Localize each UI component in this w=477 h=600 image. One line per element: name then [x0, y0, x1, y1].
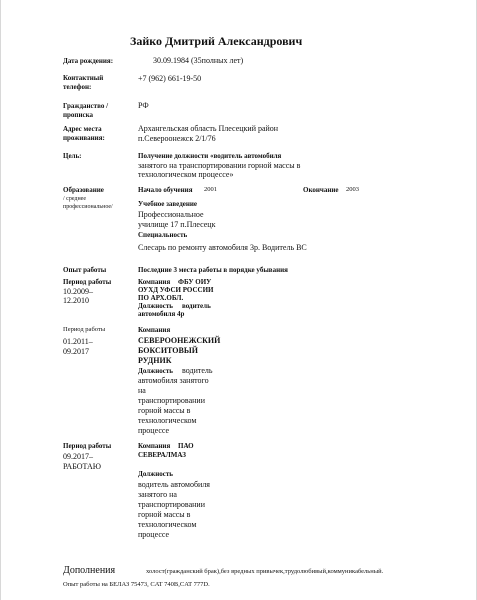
experience-label: Опыт работы — [63, 266, 107, 274]
phone-label: Контактный — [63, 74, 104, 82]
address-label-2: проживания: — [63, 134, 105, 142]
page-edge-left — [0, 0, 1, 600]
job-1-company-3: ПО АРХ.ОБЛ. — [138, 294, 184, 302]
extra-label: Дополнения — [63, 565, 116, 576]
goal-line-2: занятого на транспортировании горной массы в — [138, 161, 301, 170]
phone-label-2: телефон: — [63, 83, 92, 91]
specialty-value: Слесарь по ремонту автомобиля 3р. Водитель ВС — [138, 243, 307, 252]
job-2-position-line: технологическом — [138, 416, 197, 425]
job-3-company-1: ПАО — [178, 442, 194, 450]
job-3-period-2: РАБОТАЮ — [63, 462, 102, 471]
address-line-2: п.Североонежск 2/1/76 — [138, 134, 216, 143]
job-3-company-2: СЕВЕРАЛМАЗ — [138, 451, 186, 459]
job-1-period-label: Период работы — [63, 278, 112, 286]
goal-label: Цель: — [63, 152, 82, 160]
specialty-label: Специальность — [138, 231, 188, 239]
job-3-position-line: водитель автомобиля — [138, 480, 210, 489]
job-1-company-1: ФБУ ОИУ — [178, 278, 212, 286]
job-1-period-1: 10.2009– — [63, 287, 93, 296]
education-end-label: Окончание — [303, 186, 339, 194]
job-2-position-line: горной массы в — [138, 406, 191, 415]
job-1-position-2: автомобиля 4р — [138, 310, 185, 318]
job-2-position-line: процессе — [138, 426, 170, 435]
job-1-position-1: водитель — [182, 302, 211, 310]
job-3-period-1: 09.2017– — [63, 452, 93, 461]
job-3-position-line: занятого на — [138, 490, 177, 499]
extra-line-2: Опыт работы на БЕЛАЗ 75473, CAT 740B,CAT 777D. — [63, 581, 210, 588]
citizenship-value: РФ — [138, 101, 149, 110]
education-note-2: профессиональное/ — [63, 204, 113, 210]
experience-heading: Последние 3 места работы в порядке убывания — [138, 266, 288, 274]
education-start-year: 2001 — [204, 186, 217, 193]
job-2-position-first: водитель — [182, 366, 213, 375]
job-2-company-3: РУДНИК — [138, 356, 172, 365]
job-2-position-line: транспортировании — [138, 396, 205, 405]
job-3-position-line: горной массы в — [138, 510, 191, 519]
job-2-period-2: 09.2017 — [63, 347, 89, 356]
job-1-company-label: Компания — [138, 278, 171, 286]
education-note: / среднее — [63, 196, 87, 202]
birth-label: Дата рождения: — [63, 57, 114, 65]
job-2-period-1: 01.2011– — [63, 337, 93, 346]
institution-line-1: Профессиональное — [138, 210, 204, 219]
job-3-position-line: процессе — [138, 530, 170, 539]
job-1-position-label: Должность — [138, 302, 174, 310]
job-2-company-2: БОКСИТОВЫЙ — [138, 346, 198, 355]
job-1-company-2: ОУХД УФСИ РОССИИ — [138, 286, 214, 294]
job-1-period-2: 12.2010 — [63, 296, 89, 305]
citizenship-label: Гражданство / — [63, 102, 109, 110]
address-label: Адрес места — [63, 125, 102, 133]
education-label: Образование — [63, 186, 104, 194]
resume-name: Зайко Дмитрий Александрович — [130, 34, 303, 48]
job-3-company-label: Компания — [138, 442, 171, 450]
phone-value: +7 (962) 661-19-50 — [138, 74, 202, 83]
job-2-period-label: Период работы — [63, 326, 106, 333]
goal-line-3: технологическом процессе» — [138, 170, 234, 179]
extra-text: холост(гражданский брак),без вредных привычек,трудолюбивый,коммуникабельный. — [146, 568, 384, 575]
education-start-label: Начало обучения — [138, 186, 193, 194]
job-2-position-line: автомобиля занятого — [138, 376, 209, 385]
job-2-position-line: на — [138, 386, 146, 395]
address-line-1: Архангельская область Плесецкий район — [138, 124, 279, 133]
goal-line-1: Получение должности «водитель автомобиля — [138, 152, 282, 160]
birth-value: 30.09.1984 (35полных лет) — [153, 56, 244, 65]
job-3-position-label: Должность — [138, 470, 174, 478]
citizenship-label-2: прописка — [63, 111, 94, 119]
institution-line-2: училище 17 п.Плесецк — [138, 220, 216, 229]
job-3-period-label: Период работы — [63, 442, 112, 450]
job-3-position-line: транспортировании — [138, 500, 205, 509]
job-2-company-1: СЕВЕРООНЕЖСКИЙ — [138, 336, 221, 345]
job-2-position-label: Должность — [138, 367, 174, 375]
job-3-position-line: технологическом — [138, 520, 197, 529]
education-end-year: 2003 — [346, 186, 359, 193]
institution-label: Учебное заведение — [138, 200, 198, 208]
job-2-company-label: Компания — [138, 326, 171, 334]
